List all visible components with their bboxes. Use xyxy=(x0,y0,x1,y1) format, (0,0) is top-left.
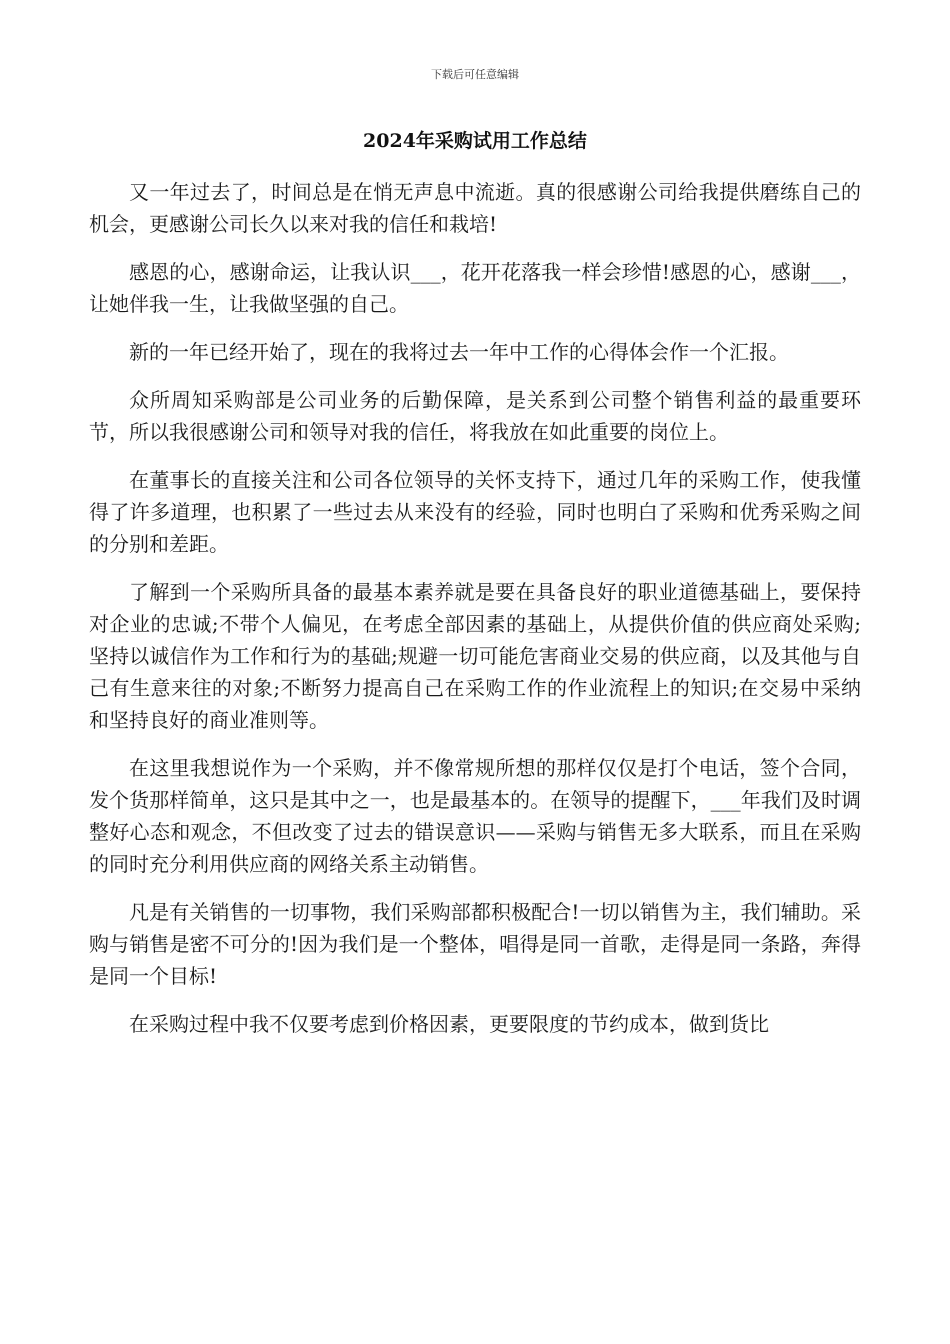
paragraph: 又一年过去了，时间总是在悄无声息中流逝。真的很感谢公司给我提供磨练自己的机会，更感谢公司长久以来对我的信任和栽培! xyxy=(89,180,861,236)
paragraph: 众所周知采购部是公司业务的后勤保障，是关系到公司整个销售利益的最重要环节，所以我很感谢公司和领导对我的信任，将我放在如此重要的岗位上。 xyxy=(89,388,861,444)
paragraph: 凡是有关销售的一切事物，我们采购部都积极配合!一切以销售为主，我们辅助。采购与销售是密不可分的!因为我们是一个整体，唱得是同一首歌，走得是同一条路，奔得是同一个目标! xyxy=(89,900,861,988)
paragraph: 感恩的心，感谢命运，让我认识___，花开花落我一样会珍惜!感恩的心，感谢___，让她伴我一生，让我做坚强的自己。 xyxy=(89,260,861,316)
document-title: 2024年采购试用工作总结 xyxy=(363,130,587,152)
paragraph: 了解到一个采购所具备的最基本素养就是要在具备良好的职业道德基础上，要保持对企业的忠诚;不带个人偏见，在考虑全部因素的基础上，从提供价值的供应商处采购;坚持以诚信作为工作和行为的基础;规避一切可能危害商业交易的供应商，以及其他与自己有生意来往的对象;不断努力提高自己在采购工作的作业流程上的知识;在交易中采纳和坚持良好的商业准则等。 xyxy=(89,580,861,732)
download-note: 下载后可任意编辑 xyxy=(431,68,519,81)
paragraph: 新的一年已经开始了，现在的我将过去一年中工作的心得体会作一个汇报。 xyxy=(129,340,789,364)
paragraph: 在这里我想说作为一个采购，并不像常规所想的那样仅仅是打个电话，签个合同，发个货那样简单，这只是其中之一，也是最基本的。在领导的提醒下，___年我们及时调整好心态和观念，不但改变了过去的错误意识——采购与销售无多大联系，而且在采购的同时充分利用供应商的网络关系主动销售。 xyxy=(89,756,861,876)
paragraph: 在采购过程中我不仅要考虑到价格因素，更要限度的节约成本，做到货比 xyxy=(129,1012,769,1036)
document-body xyxy=(89,176,861,1040)
paragraph: 在董事长的直接关注和公司各位领导的关怀支持下，通过几年的采购工作，使我懂得了许多道理，也积累了一些过去从来没有的经验，同时也明白了采购和优秀采购之间的分别和差距。 xyxy=(89,468,861,556)
